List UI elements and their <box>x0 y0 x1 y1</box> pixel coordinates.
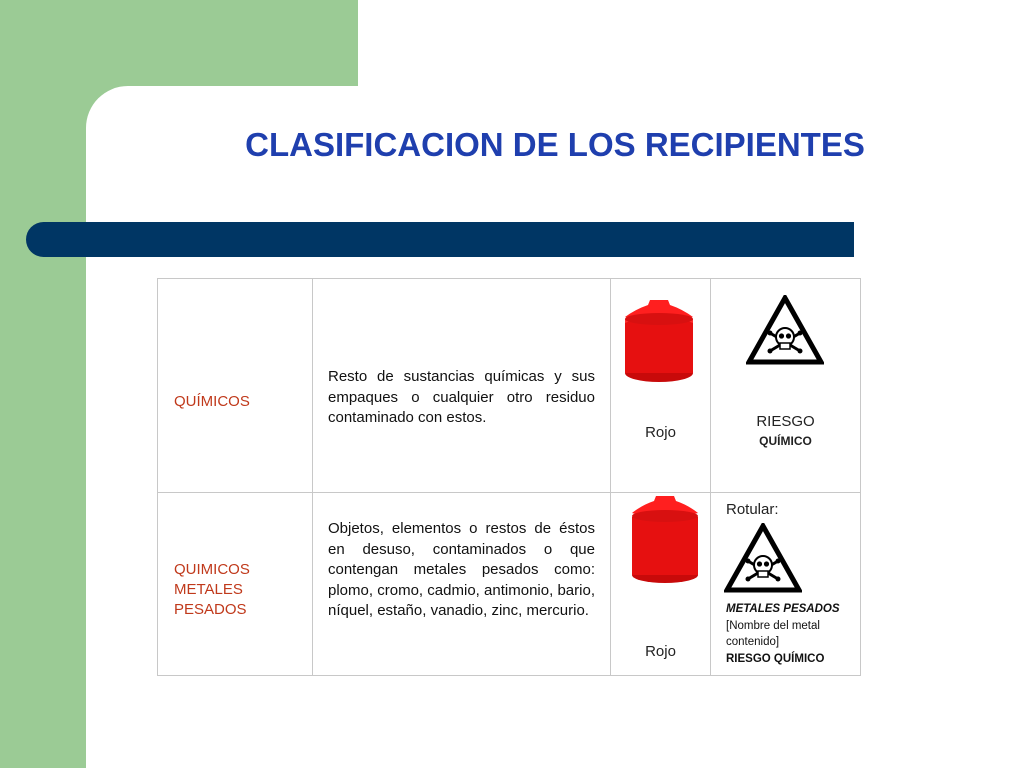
label-cell <box>711 493 861 676</box>
title-underline-bar <box>26 222 854 257</box>
label-heading: Rotular: <box>726 501 779 518</box>
description-cell <box>313 493 611 676</box>
category-label: QUÍMICOS <box>174 393 250 410</box>
bin-cell <box>611 493 711 676</box>
category-line: PESADOS <box>174 601 247 618</box>
table-row <box>158 493 861 676</box>
category-line: QUIMICOS <box>174 561 250 578</box>
category-cell <box>158 279 313 493</box>
hazard-label-line: [Nombre del metal <box>726 619 820 632</box>
category-line: METALES <box>174 581 243 598</box>
table-row <box>158 279 861 493</box>
hazard-label-line: METALES PESADOS <box>726 603 840 615</box>
hazard-label-line: RIESGO QUÍMICO <box>726 652 825 665</box>
red-bin-icon <box>624 297 694 387</box>
description-text: Objetos, elementos o restos de éstos en desuso, contaminados o que contengan metales pesados como: plomo, cromo, cadmio, antimonio, bario, níquel, estaño, vanadio, zinc, mercurio. <box>328 520 595 619</box>
description-cell <box>313 279 611 493</box>
skull-crossbones-warning-icon <box>724 523 802 593</box>
hazard-label-line: QUÍMICO <box>759 434 812 448</box>
red-bin-icon <box>630 493 700 583</box>
description-text: Resto de sustancias químicas y sus empaques o cualquier otro residuo contaminado con estos. <box>328 368 595 426</box>
skull-crossbones-warning-icon <box>746 295 824 365</box>
bin-cell <box>611 279 711 493</box>
top-white-area <box>358 0 1024 90</box>
hazard-label-line: contenido] <box>726 636 780 648</box>
bin-color-label: Rojo <box>645 424 676 441</box>
category-cell <box>158 493 313 676</box>
slide-title: CLASIFICACION DE LOS RECIPIENTES <box>245 126 865 163</box>
hazard-label-block <box>726 601 840 667</box>
category-label <box>174 560 250 620</box>
label-cell <box>711 279 861 493</box>
hazard-label-line: RIESGO <box>756 413 815 430</box>
bin-color-label: Rojo <box>645 643 676 660</box>
classification-table <box>157 278 861 676</box>
